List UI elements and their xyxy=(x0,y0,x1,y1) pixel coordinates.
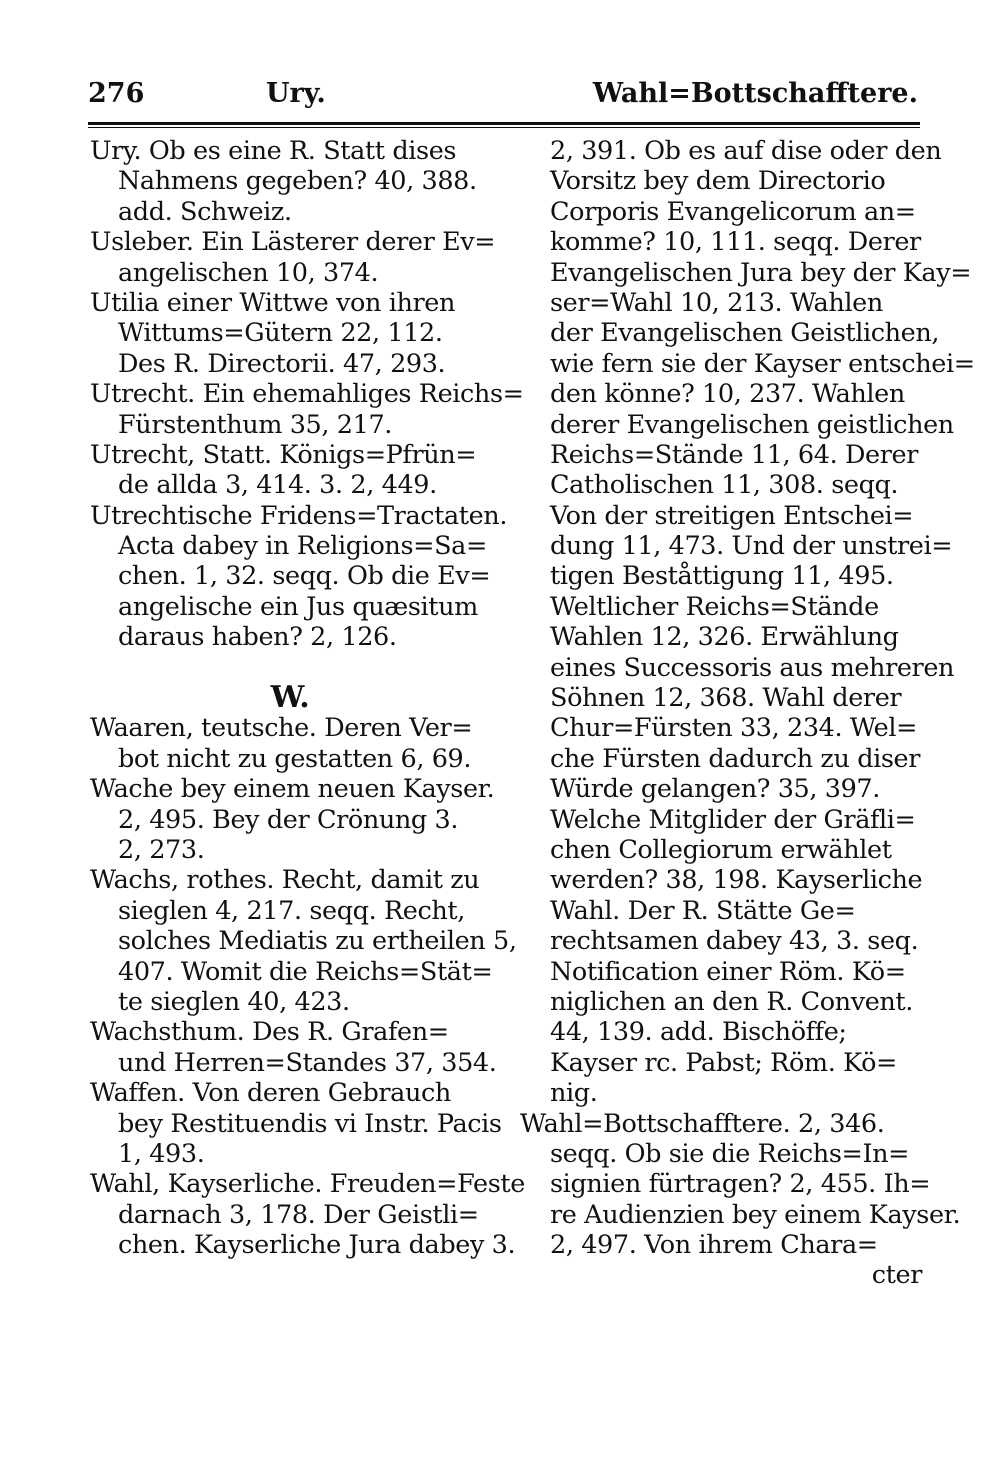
left-column xyxy=(90,136,525,1261)
text-line: Utrechtische Fridens=Tractaten. xyxy=(90,500,508,531)
text-line: Ury. Ob es eine R. Statt dises xyxy=(90,136,457,166)
text-line: Von der streitigen Entschei= xyxy=(550,500,914,531)
text-line: Utilia einer Wittwe von ihren xyxy=(90,287,455,318)
right-column xyxy=(520,136,975,1291)
text-line: 1, 493. xyxy=(118,1138,205,1169)
text-line: add. Schweiz. xyxy=(118,196,292,227)
text-line: Welche Mitglider der Gräfli= xyxy=(550,804,916,835)
text-line: wie fern sie der Kayser entschei= xyxy=(550,348,975,379)
text-line: cter xyxy=(871,1260,922,1291)
text-line: 2, 495. Bey der Crönung 3. xyxy=(118,804,459,835)
text-line: Wache bey einem neuen Kayser. xyxy=(90,774,495,805)
text-line: angelischen 10, 374. xyxy=(118,257,379,288)
text-line: Catholischen 11, 308. seqq. xyxy=(550,470,899,501)
text-line: darnach 3, 178. Der Geistli= xyxy=(118,1199,479,1230)
text-line: Wittums=Gütern 22, 112. xyxy=(118,318,443,349)
header-rule xyxy=(88,122,920,128)
text-line: Reichs=Stände 11, 64. Derer xyxy=(550,439,918,470)
text-line: Notification einer Röm. Kö= xyxy=(550,956,906,987)
text-line: Söhnen 12, 368. Wahl derer xyxy=(550,683,902,714)
text-line: Chur=Fürsten 33, 234. Wel= xyxy=(550,713,918,744)
text-line: bey Restituendis vi Instr. Pacis xyxy=(118,1108,502,1139)
text-line: der Evangelischen Geistlichen, xyxy=(550,318,940,349)
text-line: 44, 139. add. Bischöffe; xyxy=(550,1017,847,1048)
text-line: Wahl. Der R. Stätte Ge= xyxy=(550,895,856,926)
text-line: Wahl, Kayserliche. Freuden=Feste xyxy=(90,1169,525,1200)
text-line: 2, 391. Ob es auf dise oder den xyxy=(550,136,942,166)
text-line: 2, 273. xyxy=(118,834,205,865)
text-line: Waffen. Von deren Gebrauch xyxy=(90,1078,451,1109)
text-line: Wachsthum. Des R. Grafen= xyxy=(90,1017,449,1048)
text-line: eines Successoris aus mehreren xyxy=(550,652,955,683)
text-line: signien fürtragen? 2, 455. Ih= xyxy=(550,1169,931,1200)
text-line: und Herren=Standes 37, 354. xyxy=(118,1047,497,1078)
text-line: Wachs, rothes. Recht, damit zu xyxy=(90,865,480,896)
left-catchword: Ury. xyxy=(266,78,326,109)
text-line: 2, 497. Von ihrem Chara= xyxy=(550,1230,878,1261)
section-letter: W. xyxy=(270,680,310,716)
page-number: 276 xyxy=(88,78,145,109)
text-line: chen. Kayserliche Jura dabey 3. xyxy=(118,1230,516,1261)
text-line: angelische ein Jus quæsitum xyxy=(118,591,478,622)
running-header xyxy=(88,78,918,118)
right-catchword: Wahl=Bottschafftere. xyxy=(592,78,918,109)
text-line: bot nicht zu gestatten 6, 69. xyxy=(118,743,472,774)
text-line: ser=Wahl 10, 213. Wahlen xyxy=(550,287,883,318)
text-line: Wahl=Bottschafftere. 2, 346. xyxy=(520,1108,885,1139)
text-line: Corporis Evangelicorum an= xyxy=(550,196,916,227)
text-line: derer Evangelischen geistlichen xyxy=(550,409,954,440)
text-line: re Audienzien bey einem Kayser. xyxy=(550,1199,961,1230)
text-line: Utrecht. Ein ehemahliges Reichs= xyxy=(90,379,524,410)
text-line: che Fürsten dadurch zu diser xyxy=(550,743,921,774)
text-line: daraus haben? 2, 126. xyxy=(118,622,397,653)
text-line xyxy=(90,653,490,683)
text-line: seqq. Ob sie die Reichs=In= xyxy=(550,1138,910,1169)
text-line: rechtsamen dabey 43, 3. seq. xyxy=(550,926,919,957)
text-line: Vorsitz bey dem Directorio xyxy=(550,166,886,197)
text-line: sieglen 4, 217. seqq. Recht, xyxy=(118,895,465,926)
text-line: Fürstenthum 35, 217. xyxy=(118,409,392,440)
text-line: den könne? 10, 237. Wahlen xyxy=(550,379,905,410)
text-line: komme? 10, 111. seqq. Derer xyxy=(550,227,921,258)
text-line: nig. xyxy=(550,1078,598,1109)
text-line: Waaren, teutsche. Deren Ver= xyxy=(90,713,473,744)
text-line: tigen Beståttigung 11, 495. xyxy=(550,561,894,592)
text-line: niglichen an den R. Convent. xyxy=(550,986,913,1017)
text-line: solches Mediatis zu ertheilen 5, xyxy=(118,926,517,957)
text-line: Weltlicher Reichs=Stände xyxy=(550,591,879,622)
text-line: Nahmens gegeben? 40, 388. xyxy=(118,166,477,197)
text-line: Kayser rc. Pabst; Röm. Kö= xyxy=(550,1047,898,1078)
text-line: Wahlen 12, 326. Erwählung xyxy=(550,622,899,653)
text-line: chen. 1, 32. seqq. Ob die Ev= xyxy=(118,561,491,592)
text-line: Würde gelangen? 35, 397. xyxy=(550,774,880,805)
text-line: Des R. Directorii. 47, 293. xyxy=(118,348,446,379)
text-line: chen Collegiorum erwählet xyxy=(550,834,892,865)
text-line: de allda 3, 414. 3. 2, 449. xyxy=(118,470,437,501)
text-line: Evangelischen Jura bey der Kay= xyxy=(550,257,972,288)
text-line: dung 11, 473. Und der unstrei= xyxy=(550,531,953,562)
text-line: Acta dabey in Religions=Sa= xyxy=(118,531,487,562)
text-line: Utrecht, Statt. Königs=Pfrün= xyxy=(90,439,477,470)
text-line: te sieglen 40, 423. xyxy=(118,986,350,1017)
text-line: 407. Womit die Reichs=Stät= xyxy=(118,956,493,987)
text-line: werden? 38, 198. Kayserliche xyxy=(550,865,923,896)
text-line: Usleber. Ein Lästerer derer Ev= xyxy=(90,227,496,258)
